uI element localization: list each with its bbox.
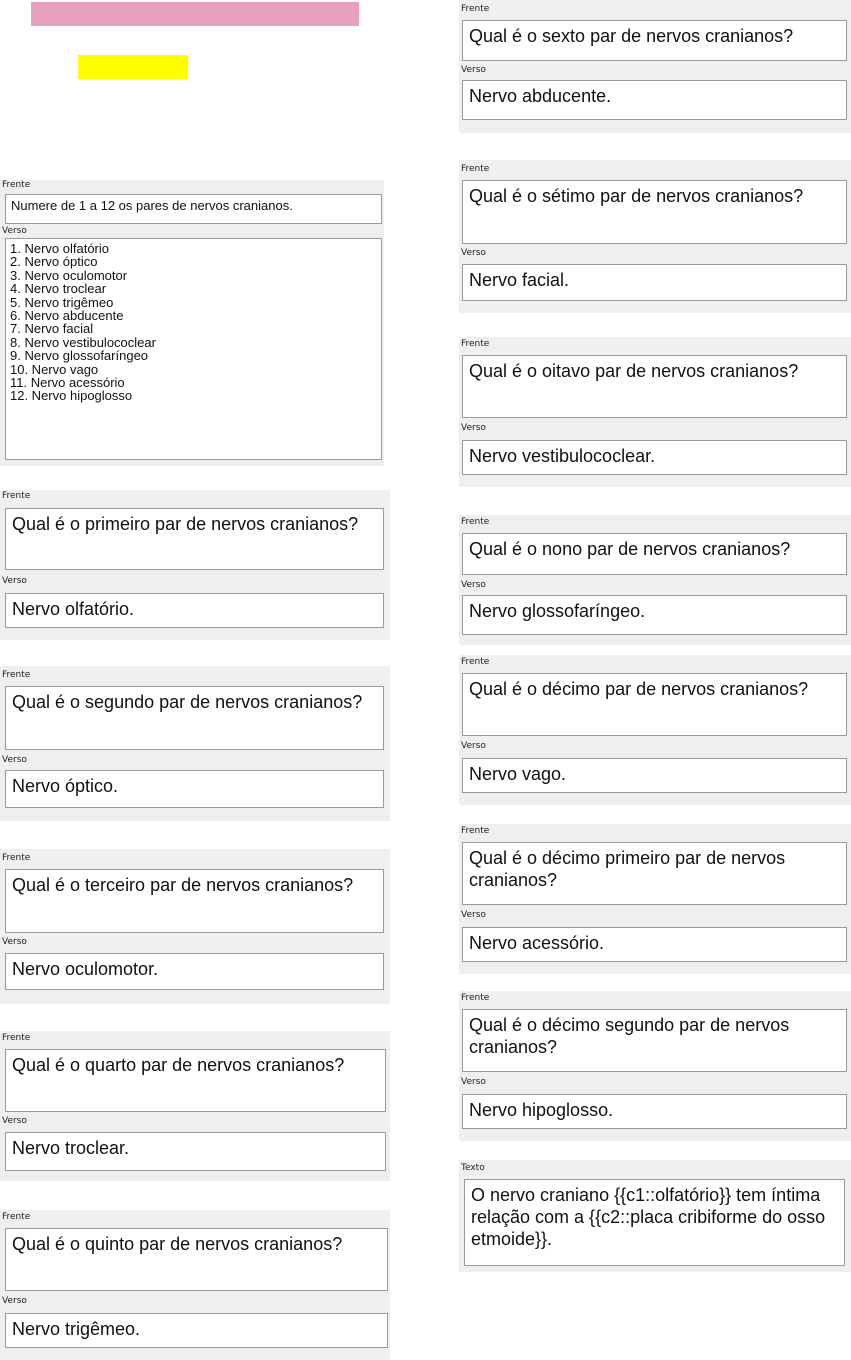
flashcard (459, 0, 851, 133)
intro-card (0, 180, 384, 466)
front-field[interactable]: Qual é o quarto par de nervos cranianos? (5, 1049, 386, 1112)
front-field[interactable]: Qual é o décimo primeiro par de nervos cranianos? (462, 842, 847, 905)
front-label: Frente (2, 853, 31, 863)
front-label: Frente (461, 517, 490, 527)
front-label: Frente (2, 491, 31, 501)
front-field[interactable]: Qual é o sétimo par de nervos cranianos? (462, 180, 847, 244)
front-label: Frente (461, 993, 490, 1003)
back-label: Verso (461, 248, 486, 258)
front-field[interactable]: Qual é o quinto par de nervos cranianos? (5, 1228, 388, 1291)
back-field[interactable]: Nervo abducente. (462, 80, 847, 120)
flashcard (459, 824, 851, 974)
back-label: Verso (2, 1296, 27, 1306)
front-field[interactable]: Qual é o oitavo par de nervos cranianos? (462, 355, 847, 418)
flashcard (0, 1031, 390, 1181)
front-label: Frente (461, 339, 490, 349)
back-field[interactable]: Nervo acessório. (462, 927, 847, 962)
front-label: Frente (2, 670, 31, 680)
back-label: Verso (2, 226, 27, 236)
front-label: Frente (2, 180, 31, 190)
back-field[interactable]: Nervo trigêmeo. (5, 1313, 388, 1348)
flashcard (459, 337, 851, 487)
back-field[interactable]: 1. Nervo olfatório 2. Nervo óptico 3. Nervo oculomotor 4. Nervo troclear 5. Nervo trigêmeo 6. Nervo abducente 7. Nervo facial 8. Nervo vestibulococlear 9. Nervo glossofaríngeo 10. Nervo vago 11. Nervo acessório 12. Nervo hipoglosso (5, 238, 382, 460)
flashcard (459, 515, 851, 645)
front-label: Frente (2, 1033, 31, 1043)
cloze-text-field[interactable]: O nervo craniano {{c1::olfatório}} tem íntima relação com a {{c2::placa cribiforme do osso etmoide}}. (464, 1179, 845, 1266)
front-label: Frente (461, 657, 490, 667)
back-field[interactable]: Nervo hipoglosso. (462, 1094, 847, 1129)
text-label: Texto (461, 1163, 485, 1173)
back-label: Verso (2, 1116, 27, 1126)
front-field[interactable]: Qual é o terceiro par de nervos cranianos? (5, 869, 384, 933)
flashcard (459, 655, 851, 805)
front-field[interactable]: Qual é o sexto par de nervos cranianos? (462, 20, 847, 61)
back-label: Verso (2, 755, 27, 765)
front-label: Frente (461, 826, 490, 836)
front-field[interactable]: Qual é o décimo par de nervos cranianos? (462, 673, 847, 736)
back-field[interactable]: Nervo vago. (462, 758, 847, 793)
back-field[interactable]: Nervo glossofaríngeo. (462, 595, 847, 635)
back-field[interactable]: Nervo olfatório. (5, 593, 384, 628)
pink-highlight-bar (31, 2, 359, 26)
front-label: Frente (2, 1212, 31, 1222)
back-field[interactable]: Nervo facial. (462, 264, 847, 301)
back-field[interactable]: Nervo óptico. (5, 770, 384, 808)
flashcard (0, 490, 390, 640)
flashcard (459, 160, 851, 313)
front-label: Frente (461, 4, 490, 14)
front-field[interactable]: Qual é o primeiro par de nervos cranianos? (5, 508, 384, 570)
yellow-highlight-bar (78, 55, 188, 79)
back-field[interactable]: Nervo oculomotor. (5, 953, 384, 990)
back-field[interactable]: Nervo vestibulococlear. (462, 440, 847, 475)
cloze-card (459, 1160, 851, 1272)
back-label: Verso (461, 741, 486, 751)
front-field[interactable]: Numere de 1 a 12 os pares de nervos cranianos. (5, 194, 382, 224)
back-label: Verso (2, 576, 27, 586)
front-field[interactable]: Qual é o décimo segundo par de nervos cranianos? (462, 1009, 847, 1072)
flashcard (459, 991, 851, 1141)
back-label: Verso (461, 1077, 486, 1087)
front-field[interactable]: Qual é o segundo par de nervos cranianos? (5, 686, 384, 750)
back-label: Verso (461, 423, 486, 433)
flashcard (0, 1210, 390, 1360)
front-label: Frente (461, 164, 490, 174)
front-field[interactable]: Qual é o nono par de nervos cranianos? (462, 533, 847, 575)
back-label: Verso (2, 937, 27, 947)
flashcard (0, 849, 390, 1004)
back-label: Verso (461, 580, 486, 590)
back-label: Verso (461, 65, 486, 75)
back-label: Verso (461, 910, 486, 920)
flashcard (0, 666, 390, 821)
back-field[interactable]: Nervo troclear. (5, 1132, 386, 1171)
